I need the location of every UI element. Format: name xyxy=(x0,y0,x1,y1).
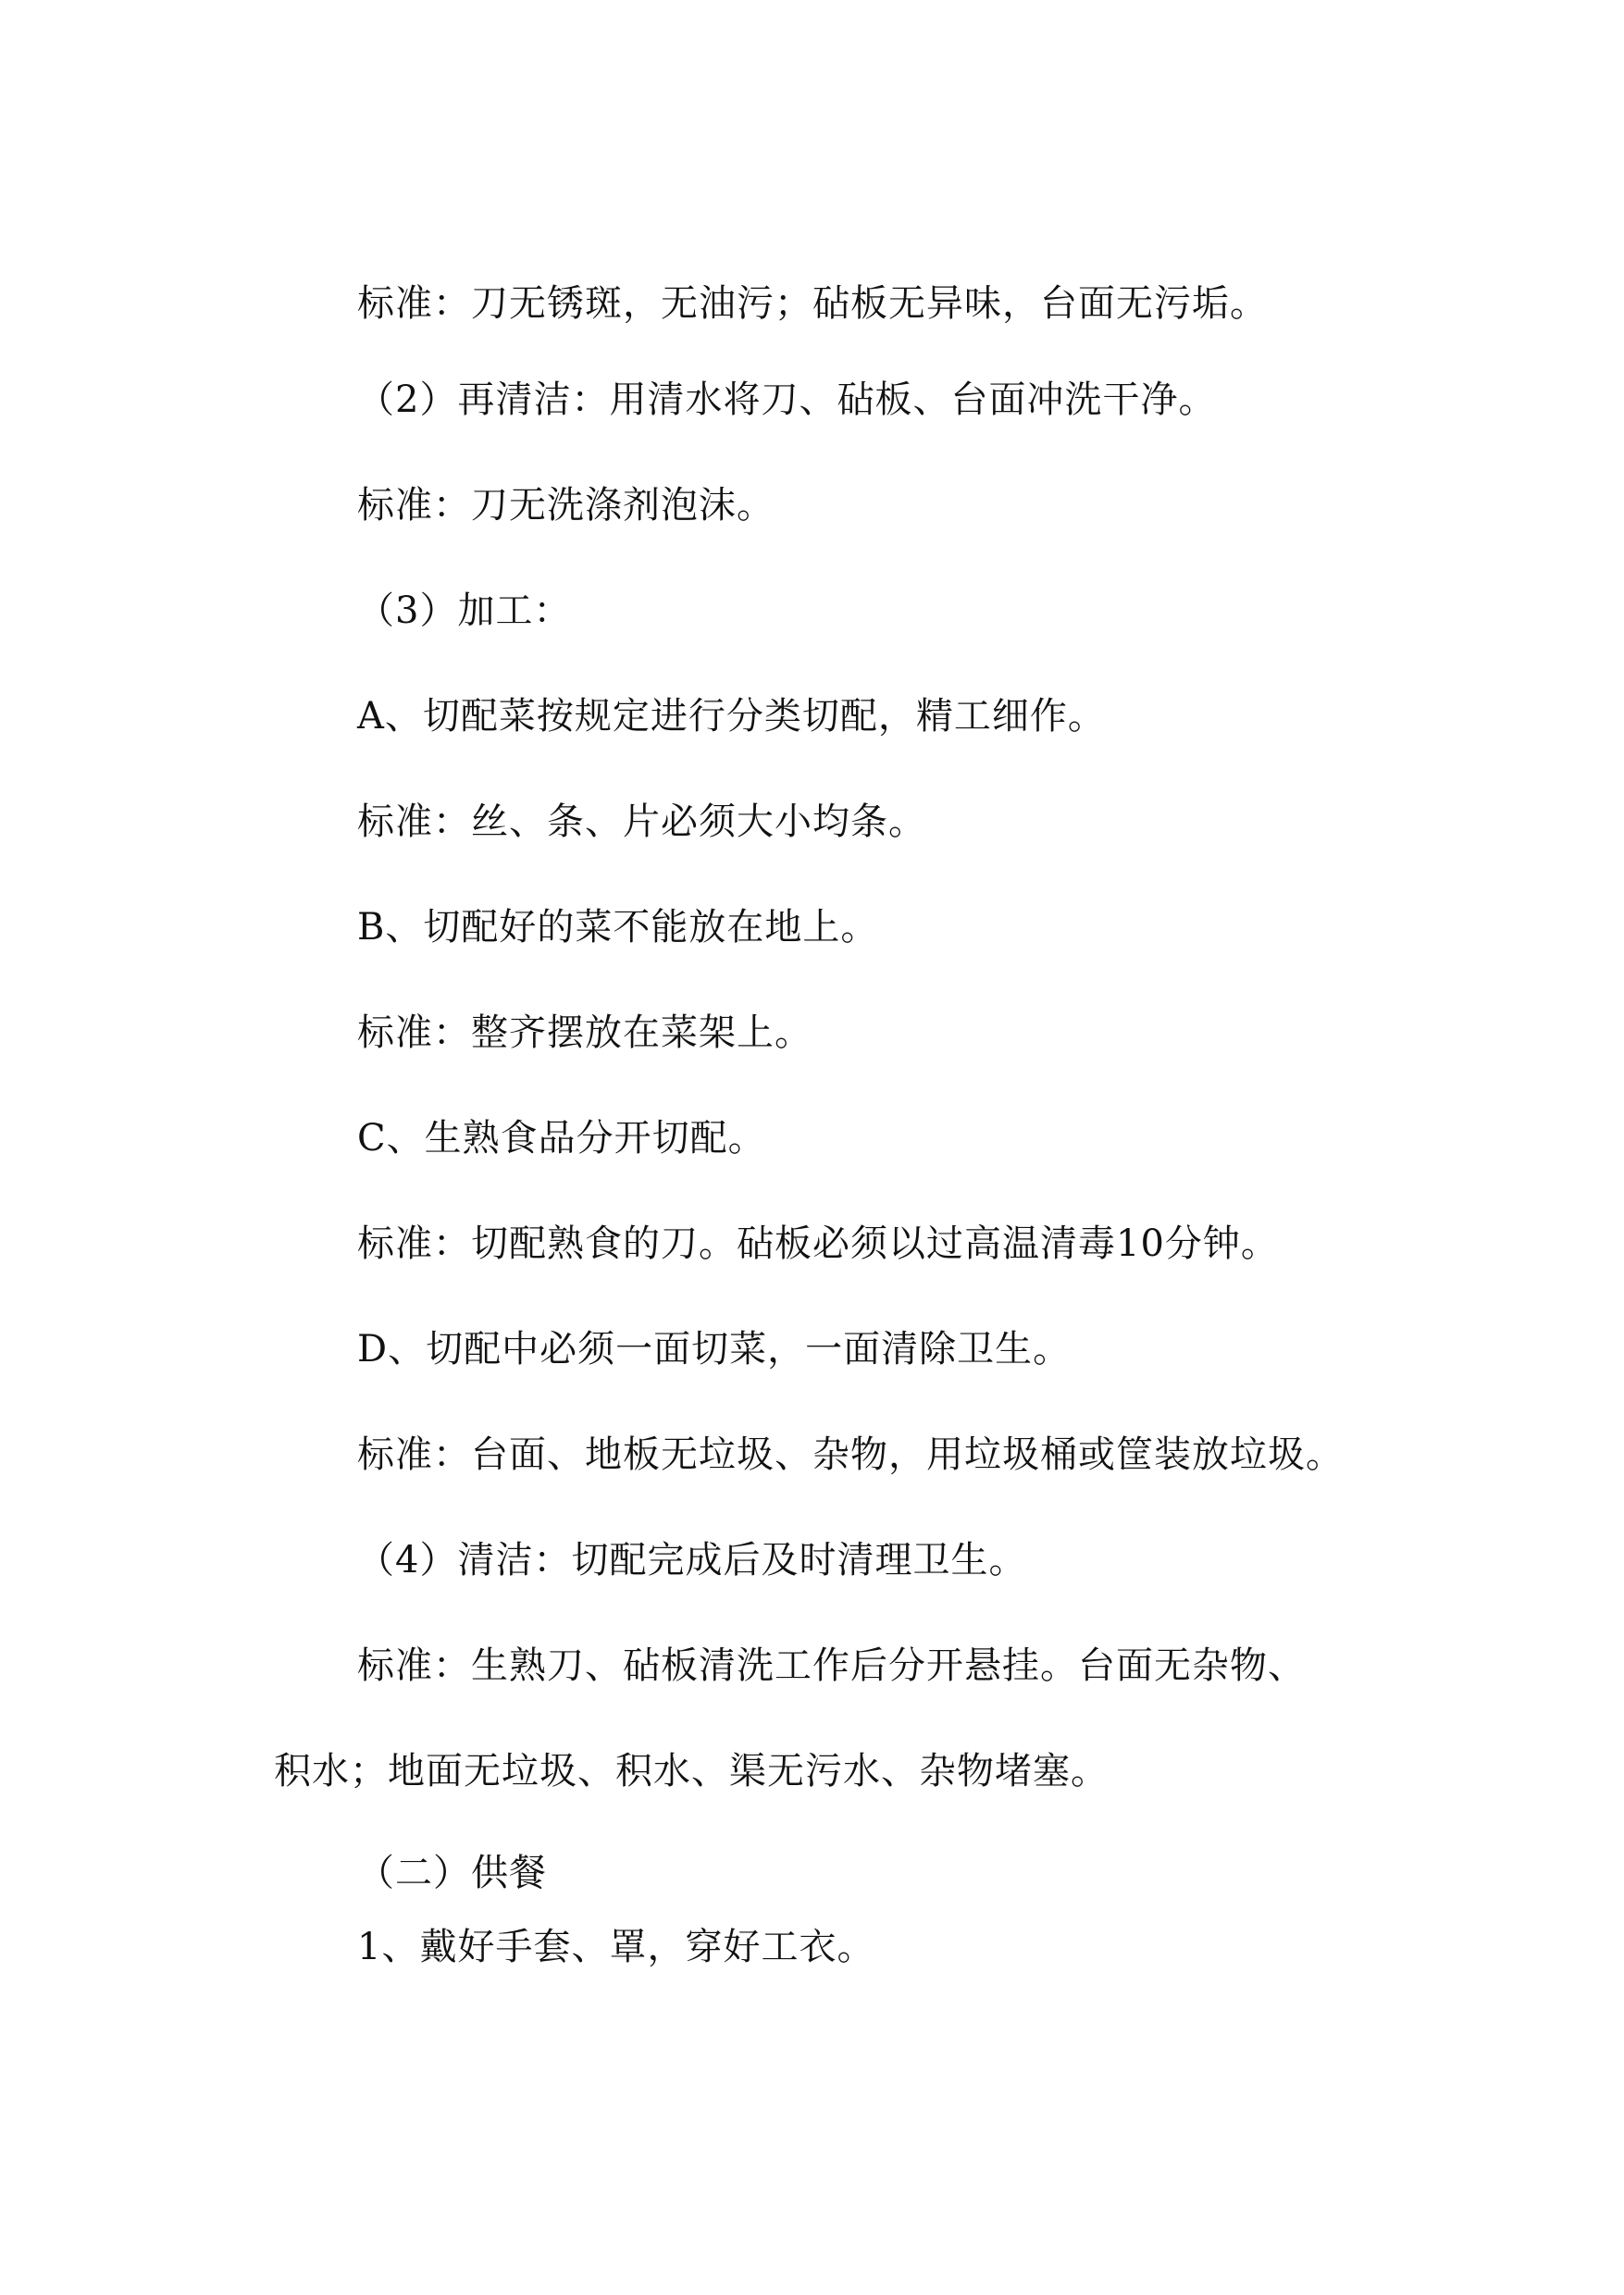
standard-hang-separately: 标准：生熟刀、砧板清洗工作后分开悬挂。台面无杂物、 xyxy=(357,1644,1306,1687)
item-b-not-on-floor: B、切配好的菜不能放在地上。 xyxy=(357,906,879,949)
standard-on-shelf: 标准：整齐摆放在菜架上。 xyxy=(357,1011,812,1054)
step-2-reclean: （2）再清洁：用清水将刀、砧板、台面冲洗干净。 xyxy=(357,378,1217,421)
step-4-cleaning: （4）清洁：切配完成后及时清理卫生。 xyxy=(357,1539,1027,1582)
standard-hang-separately-cont: 积水；地面无垃圾、积水、渠无污水、杂物堵塞。 xyxy=(274,1750,1109,1793)
standard-uniform-size: 标准：丝、条、片必须大小均条。 xyxy=(357,800,926,843)
standard-sterilize: 标准：切配熟食的刀。砧板必须以过高温清毒10分钟。 xyxy=(357,1222,1279,1265)
serving-item-1: 1、戴好手套、罩，穿好工衣。 xyxy=(357,1926,875,1968)
step-3-processing: （3）加工： xyxy=(357,589,572,632)
item-a-cut-sort: A、切配菜按规定进行分类切配，精工细作。 xyxy=(357,695,1106,738)
item-d-clean-while-cutting: D、切配中必须一面切菜，一面清除卫生。 xyxy=(357,1328,1072,1371)
standard-no-foam: 标准：刀无洗涤剂泡沫。 xyxy=(357,484,775,527)
standard-knife-clean: 标准：刀无锈斑，无油污；砧板无异味，台面无污垢。 xyxy=(357,282,1268,325)
item-c-raw-cooked-separate: C、生熟食品分开切配。 xyxy=(357,1117,766,1160)
standard-no-garbage: 标准：台面、地板无垃圾、杂物，用垃圾桶或筐装放垃圾。 xyxy=(357,1433,1344,1476)
section-2-serving: （二）供餐 xyxy=(357,1852,547,1894)
